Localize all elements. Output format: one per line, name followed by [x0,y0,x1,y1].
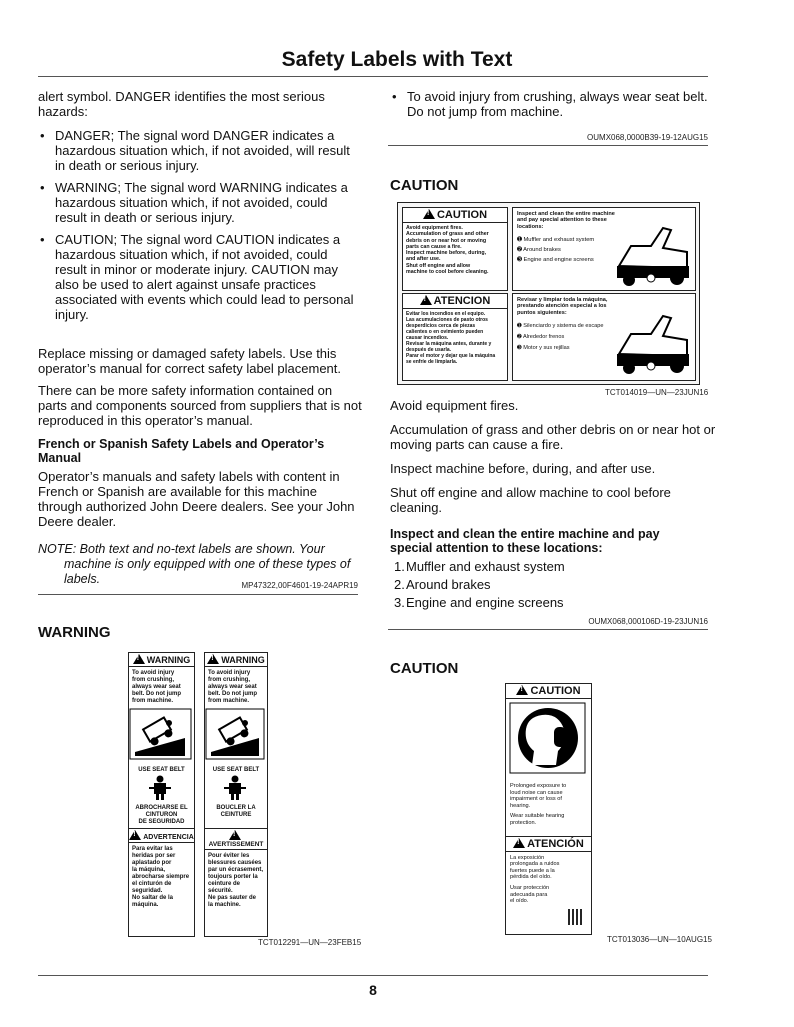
advertencia-signal-word [129,828,194,843]
text-line: reproduced in this operator’s manual. [38,413,253,428]
label-line: Prolonged exposure to [510,783,567,789]
fire-caution-label [397,202,700,385]
label-line: toujours porter la [208,874,258,880]
section-rule [388,145,708,146]
page-number: 8 [369,982,377,998]
label-line: adecuada para [510,891,548,898]
hearing-figure-caption: TCT013036—UN—10AUG15 [607,935,712,944]
signal-text: CAUTION [530,685,581,697]
section-rule [38,594,358,595]
list-item [390,558,720,576]
text-line: through authorized John Deere dealers. See your John [38,499,355,514]
label-item: ➊ Muffler and exhaust system [517,237,595,244]
bullet-line: hazardous situation which, if not avoided, will result [55,143,350,158]
bullet-caution [38,232,368,322]
label-line: always wear seat [132,684,181,690]
mower-diagram-icon [611,216,693,288]
list-item [390,576,720,594]
crush-bullet [390,89,737,119]
text-line: French or Spanish are available for this machine [38,484,317,499]
label-line: No saltar de la [132,895,174,901]
section-rule [388,629,708,630]
alert-triangle-icon [229,830,241,840]
caution-signal-word [506,684,591,699]
label-line: el cinturón de [132,881,172,887]
label-line: and pay special attention to these [517,217,607,224]
label-line: from crushing, [208,677,251,683]
warning-label-french [204,652,268,937]
signal-text: AVERTISSEMENT [208,841,264,848]
label-line: aplastado por [132,860,172,866]
label-item: ➋ Around brakes [517,247,561,254]
label-line: from machine. [208,698,250,704]
label-line: debris on or near hot or moving [406,237,487,244]
label-line: Usar protección [510,884,550,891]
text-line: machine is only equipped with one of these types of [64,557,351,571]
text-line: Inspect machine before, during, and after use. [390,461,656,476]
text-line: moving parts can cause a fire. [390,437,564,452]
text-line: Replace missing or damaged safety labels. Use this [38,346,337,361]
text-line: French or Spanish Safety Labels and Operator’s [38,437,325,451]
hearing-caution-label [505,683,592,935]
label-line: belt. Do not jump [132,691,181,697]
page-title: Safety Labels with Text [281,48,513,71]
label-line: from machine. [132,698,174,704]
seat-belt-icon [205,774,265,800]
rollover-crush-icon [129,708,192,760]
label-line: Evitar los incendios en el equipo. [406,311,486,317]
text-line: Avoid equipment fires. [390,398,519,413]
label-line: causar incendios. [406,335,449,341]
label-line: Inspect and clean the entire machine [517,211,615,217]
label-line: belt. Do not jump [208,691,257,697]
label-line: DE SEGURIDAD [138,819,185,825]
label-line: desperdicios cerca de piezas [406,323,476,329]
label-line: and after use. [406,256,441,263]
label-line: hearing. [510,802,531,809]
label-line: CINTURON [145,812,178,818]
signal-text: CAUTION [436,209,488,221]
bullet-danger [38,128,368,173]
bullet-line: • CAUTION; The signal word CAUTION indicates a [55,232,341,247]
warning-figure-caption: TCT012291—UN—23FEB15 [258,938,362,947]
supplier-info-paragraph [38,383,368,428]
bullet-line: associated with events which could lead to personal [55,292,354,307]
title-rule [38,76,708,77]
bullet-line: hazardous situation which, if not avoided, could [55,247,328,262]
french-spanish-paragraph [38,469,368,529]
reference-code: OUMX068,0000B39-19-12AUG15 [587,133,708,142]
label-line: después de usarla. [406,347,452,353]
signal-text: ADVERTENCIA [143,834,194,841]
use-seat-belt-text: USE SEAT BELT [212,767,260,773]
revisar-items [513,319,613,356]
french-warning-text [205,850,267,912]
caution-inspect-panel [512,207,696,291]
label-line: Silenciardo y sistema de escape [523,323,604,330]
label-line: calientes o en ovimiento pueden [406,329,484,335]
label-line: ceinture de sécurité. [208,881,241,894]
text-line: cleaning. [390,500,443,515]
label-line: abrocharse siempre [132,874,190,880]
label-item: ➌ Motor y sus rejillas [517,345,570,352]
label-line: Motor y sus rejillas [523,345,570,352]
text-line: There can be more safety information contained on [38,383,333,398]
list-text: Muffler and exhaust system [406,559,565,574]
label-line: Shut off engine and allow [406,262,471,269]
label-line: locations: [517,223,544,230]
bullet-warning [38,180,368,225]
label-line: Pour éviter les [208,853,250,859]
alert-triangle-icon [129,830,141,840]
label-line: Accumulation of grass and other [406,231,489,238]
label-line: always wear seat [208,684,257,690]
alert-triangle-icon [133,654,145,664]
mower-diagram-icon [611,302,693,376]
bullet-line: in death or serious injury. [55,158,200,173]
label-line: parts can cause a fire. [406,243,462,250]
label-line: la machine. [208,902,241,908]
bullet-line: • DANGER; The signal word DANGER indicates a [55,128,335,143]
label-line: blessures causées [208,860,262,866]
label-line: Inspect machine before, during, [406,250,487,257]
label-item: ➌ Engine and engine screens [517,257,594,264]
bullet-line: result in minor or moderate injury. CAUTION may [55,262,338,277]
atencion-signal-word [506,836,591,852]
label-line: Parar el motor y dejar que la máquina [406,353,496,359]
label-line: el oído. [510,898,529,905]
text-line: labels. [64,572,101,586]
caution-signal-word [403,208,507,223]
label-line: loud noise can cause [510,789,563,796]
label-line: Alrededor frenos [522,334,565,341]
label-line: La exposición [510,854,545,861]
label-line: Engine and engine screens [523,257,594,264]
list-item [390,594,720,612]
list-text: Engine and engine screens [406,595,564,610]
seat-belt-icon [129,774,192,800]
clean-heading [390,527,720,555]
avertissement-signal-word [205,828,267,850]
text-line: Inspect and clean the entire machine and pay [390,527,660,541]
label-line: protection. [510,819,537,826]
replace-labels-paragraph [38,346,368,376]
label-line: prolongada a ruidos [510,861,560,868]
warning-signal-word [129,653,194,667]
bullet-line: also be used to alert against unsafe practices [55,277,316,292]
warning-signal-word [205,653,267,667]
label-item: ➊ Silenciardo y sistema de escape [517,323,604,330]
bullet-line: Do not jump from machine. [407,104,564,119]
reference-code: OUMX068,000106D-19-23JUN16 [588,617,708,626]
label-line: To avoid injury [208,670,251,676]
label-line: To avoid injury [132,670,175,676]
shutoff-paragraph [390,485,720,515]
list-number: 2. [394,577,405,592]
label-line: máquina. [132,902,159,908]
label-line: ABROCHARSE EL [135,805,188,811]
label-line: Around brakes [523,247,561,254]
alert-triangle-icon [420,295,432,305]
bullet-line: • WARNING; The signal word WARNING indicates a [55,180,348,195]
label-line: machine to cool before cleaning. [406,269,489,276]
caution-text-panel [402,207,508,291]
label-line: Revisar y limpiar toda la máquina, [517,297,608,303]
text-line: Operator’s manuals and safety labels with content in [38,469,340,484]
label-line: Para evitar las [132,846,173,852]
atencion-text-panel [402,293,508,381]
warning-heading: WARNING [38,624,111,641]
list-number: 3. [394,595,405,610]
french-spanish-subheading [38,437,368,465]
label-line: puntos siguientes: [517,309,567,316]
reference-code: MP47322,00F4601-19-24APR19 [241,581,358,590]
label-line: par un écrasement, [208,867,264,873]
french-belt-text [205,805,267,819]
atencion-inspect-panel [512,293,696,381]
fire-text-section [390,398,720,612]
bullet-line: hazardous situation which, if not avoided, could [55,195,328,210]
text-line: Manual [38,451,82,465]
text-line: operator’s manual for correct safety label placement. [38,361,342,376]
signal-text: WARNING [221,655,265,665]
signal-text: ATENCION [433,295,491,307]
label-line: pérdida del oído. [510,874,552,881]
label-line: la máquina, [132,867,166,873]
atencion-signal-word [403,294,507,309]
label-line: Avoid equipment fires. [406,225,463,231]
label-line: impairment or loss of [510,796,562,803]
fire-paragraph [390,422,720,452]
footer-rule [38,975,708,976]
label-line: prestando atención especial a los [517,303,607,310]
spanish-belt-text [129,805,194,826]
signal-text: ATENCIÓN [527,837,584,850]
text-line: parts and components sourced from suppliers that is not [38,398,362,413]
hearing-protection-icon [506,699,589,775]
rollover-crush-icon [205,708,265,760]
label-line: BOUCLER LA [216,805,256,811]
hearing-english-text [506,780,591,830]
text-line: Shut off engine and allow machine to cool before [390,485,671,500]
label-line: CEINTURE [220,812,252,818]
warning-label-spanish [128,652,195,937]
list-text: Around brakes [406,577,491,592]
label-line: Las acumulaciones de pasto otros [406,317,488,323]
caution-heading-hearing: CAUTION [390,660,459,677]
bullet-line: • To avoid injury from crushing, always wear seat belt. [407,89,708,104]
label-item: ➋ Alrededor frenos [517,334,565,341]
label-line: fuertes puede a la [510,867,555,874]
label-line: Muffler and exhaust system [523,237,595,244]
use-seat-belt-text: USE SEAT BELT [138,767,185,773]
label-line: se enfríe de limpiarla. [406,359,458,365]
warning-text-block [129,667,194,708]
text-line: NOTE: Both text and no-text labels are shown. Your [38,542,325,556]
list-number: 1. [394,559,405,574]
alert-triangle-icon [516,685,528,695]
left-column [38,89,368,587]
label-line: heridas por ser [132,853,176,859]
text-line: Accumulation of grass and other debris on or near hot or [390,422,716,437]
bullet-line: injury. [55,307,89,322]
alert-triangle-icon [207,654,219,664]
intro-text: alert symbol. DANGER identifies the most serious hazards: [38,89,325,119]
hearing-spanish-text [506,852,591,908]
alert-triangle-icon [423,209,435,219]
fire-figure-caption: TCT014019—UN—23JUN16 [605,388,709,397]
label-line: from crushing, [132,677,175,683]
text-line: Deere dealer. [38,514,117,529]
qr-code-icon [568,909,584,925]
label-line: Wear suitable hearing [510,813,565,820]
alert-triangle-icon [513,838,525,848]
label-line: Ne pas sauter de [208,895,257,901]
warning-text-block [205,667,267,708]
label-line: Revisar la máquina antes, durante y [406,341,492,347]
text-line: special attention to these locations: [390,541,603,555]
caution-text-block [403,223,507,277]
signal-text: WARNING [146,655,191,665]
label-line: seguridad. [132,888,163,894]
bullet-line: result in death or serious injury. [55,210,235,225]
atencion-text-block [403,309,507,367]
spanish-warning-text [129,843,194,912]
caution-heading-fire: CAUTION [390,177,459,194]
